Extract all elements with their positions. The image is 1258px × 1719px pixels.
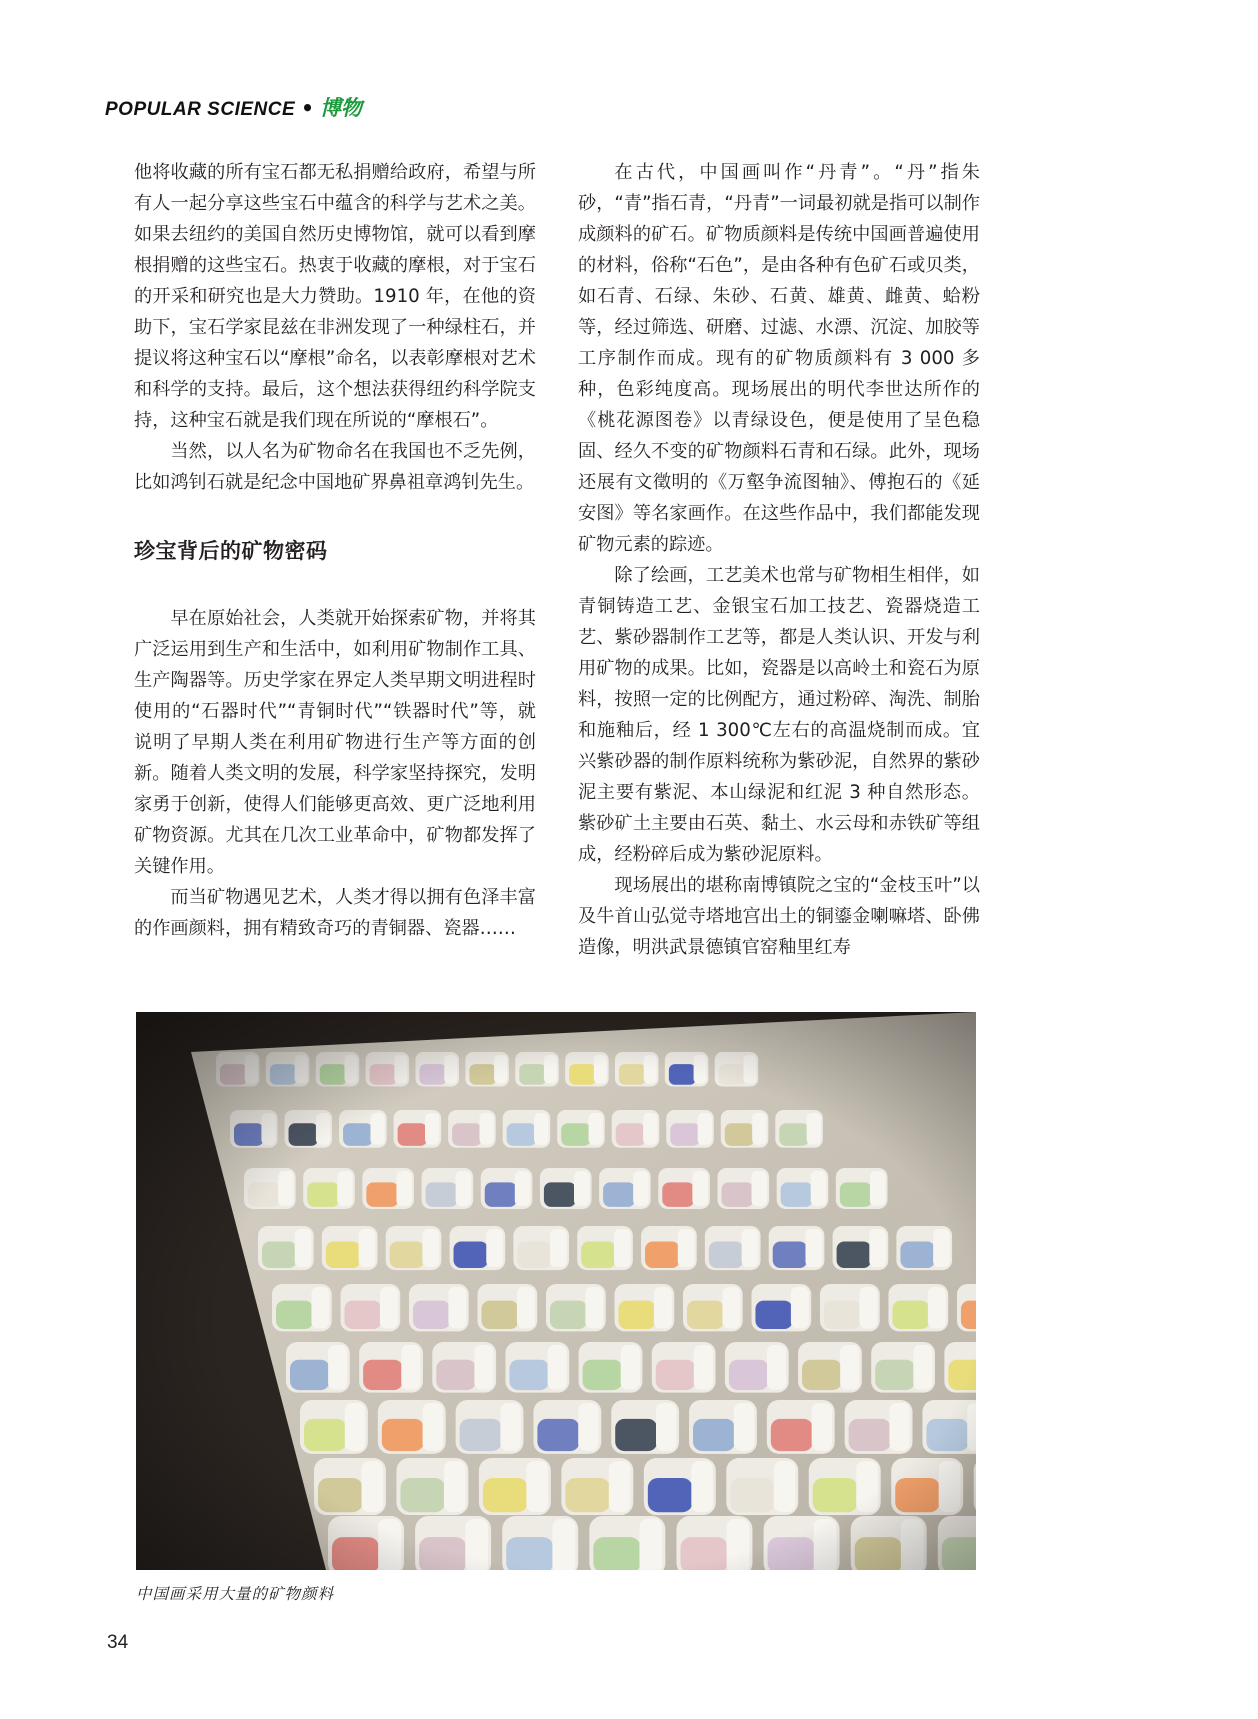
- paragraph: 在古代，中国画叫作“丹青”。“丹”指朱砂，“青”指石青，“丹青”一词最初就是指可以制作成颜料的矿石。矿物质颜料是传统中国画普遍使用的材料，俗称“石色”，是由各种有色矿石或贝类，如石青、石绿、朱砂、石黄、雄黄、雌黄、蛤粉等，经过筛选、研磨、过滤、水漂、沉淀、加胶等工序制作而成。现有的矿物质颜料有 3 000 多种，色彩纯度高。现场展出的明代李世达所作的《桃花源图卷》以青绿设色，便是使用了呈色稳固、经久不变的矿物颜料石青和石绿。此外，现场还展有文徵明的《万壑争流图轴》、傅抱石的《延安图》等名家画作。在这些作品中，我们都能发现矿物元素的踪迹。: [578, 162, 980, 555]
- pigment-jars-illustration: [136, 1012, 976, 1570]
- paragraph: 当然，以人名为矿物命名在我国也不乏先例，比如鸿钊石就是纪念中国地矿界鼻祖章鸿钊先生。: [134, 441, 536, 493]
- paragraph: 而当矿物遇见艺术，人类才得以拥有色泽丰富的作画颜料，拥有精致奇巧的青铜器、瓷器……: [134, 887, 536, 939]
- paragraph: 现场展出的堪称南博镇院之宝的“金枝玉叶”以及牛首山弘觉寺塔地宫出土的铜鎏金喇嘛塔、卧佛造像，明洪武景德镇官窑釉里红寿: [578, 875, 980, 958]
- header-separator: •: [301, 96, 314, 120]
- left-column: [134, 157, 536, 944]
- paragraph: 他将收藏的所有宝石都无私捐赠给政府，希望与所有人一起分享这些宝石中蕴含的科学与艺术之美。如果去纽约的美国自然历史博物馆，就可以看到摩根捐赠的这些宝石。热衷于收藏的摩根，对于宝石的开采和研究也是大力赞助。1910 年，在他的资助下，宝石学家昆兹在非洲发现了一种绿柱石，并提议将这种宝石以“摩根”命名，以表彰摩根对艺术和科学的支持。最后，这个想法获得纽约科学院支持，这种宝石就是我们现在所说的“摩根石”。: [134, 162, 536, 431]
- paragraph: 早在原始社会，人类就开始探索矿物，并将其广泛运用到生产和生活中，如利用矿物制作工具、生产陶器等。历史学家在界定人类早期文明进程时使用的“石器时代”“青铜时代”“铁器时代”等，就说明了早期人类在利用矿物进行生产等方面的创新。随着人类文明的发展，科学家坚持探究，发明家勇于创新，使得人们能够更高效、更广泛地利用矿物资源。尤其在几次工业革命中，矿物都发挥了关键作用。: [134, 608, 536, 877]
- right-column: [578, 157, 980, 963]
- header-chinese: 博物: [319, 96, 362, 120]
- mineral-pigments-photo: [136, 1012, 976, 1570]
- paragraph: 除了绘画，工艺美术也常与矿物相生相伴，如青铜铸造工艺、金银宝石加工技艺、瓷器烧造工艺、紫砂器制作工艺等，都是人类认识、开发与利用矿物的成果。比如，瓷器是以高岭土和瓷石为原料，按照一定的比例配方，通过粉碎、淘洗、制胎和施釉后，经 1 300℃左右的高温烧制而成。宜兴紫砂器的制作原料统称为紫砂泥，自然界的紫砂泥主要有紫泥、本山绿泥和红泥 3 种自然形态。紫砂矿土主要由石英、黏土、水云母和赤铁矿等组成，经粉碎后成为紫砂泥原料。: [578, 565, 980, 865]
- header-english: POPULAR SCIENCE: [105, 99, 296, 120]
- running-header: [105, 92, 362, 122]
- section-title: 珍宝背后的矿物密码: [134, 539, 328, 563]
- page-number: 34: [107, 1632, 129, 1653]
- photo-caption: 中国画采用大量的矿物颜料: [136, 1585, 335, 1603]
